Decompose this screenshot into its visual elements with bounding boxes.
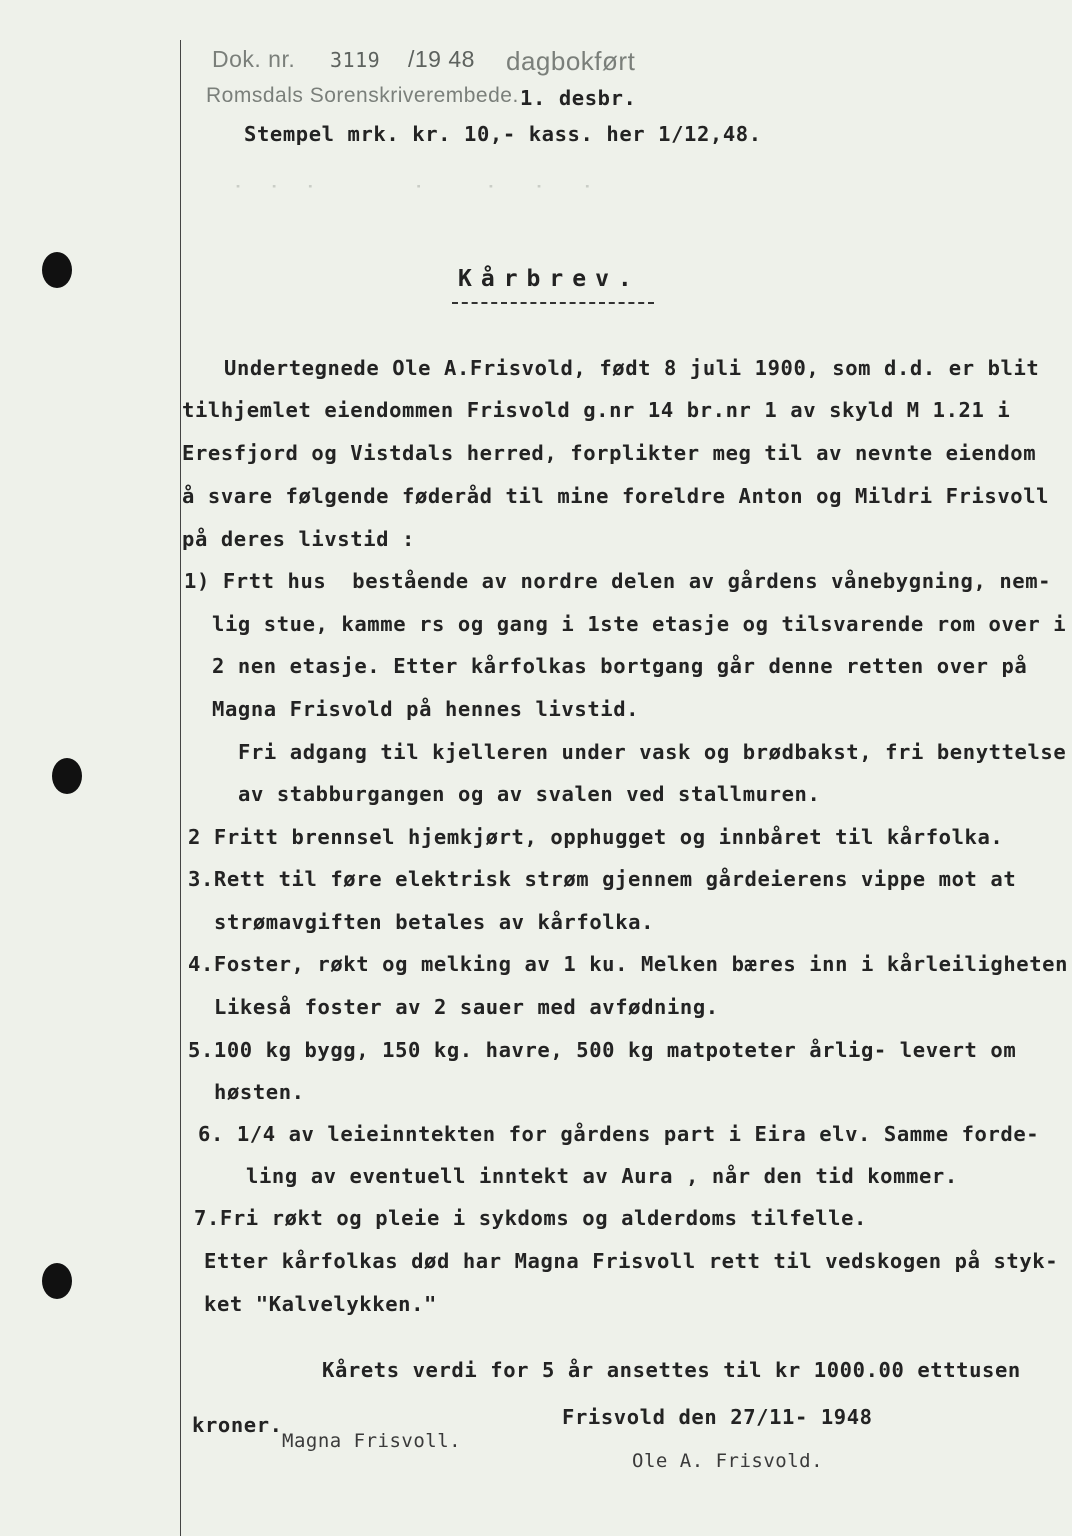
stamp-doc-label: Dok. nr. bbox=[212, 46, 296, 72]
signer-name: Ole A. Frisvold. bbox=[632, 1450, 824, 1472]
witness-signature: Magna Frisvoll. bbox=[282, 1430, 462, 1452]
body-line: høsten. bbox=[214, 1080, 305, 1104]
punch-hole bbox=[42, 1263, 72, 1299]
body-line: lig stue, kamme rs og gang i 1ste etasje og tilsvarende rom over i bbox=[212, 612, 1067, 636]
body-line: Etter kårfolkas død har Magna Frisvoll rett til vedskogen på styk- bbox=[204, 1249, 1059, 1273]
body-line: 5.100 kg bygg, 150 kg. havre, 500 kg matpoteter årlig- levert om bbox=[188, 1038, 1017, 1062]
body-line: Kårets verdi for 5 år ansettes til kr 1000.00 etttusen bbox=[322, 1358, 1021, 1382]
body-line: 2 Fritt brennsel hjemkjørt, opphugget og innbåret til kårfolka. bbox=[188, 825, 1004, 849]
body-line: 1) Frtt hus bestående av nordre delen av gårdens vånebygning, nem- bbox=[184, 569, 1052, 593]
body-line: Eresfjord og Vistdals herred, forplikter meg til av nevnte eiendom bbox=[182, 441, 1037, 465]
body-line: å svare følgende føderåd til mine foreldre Anton og Mildri Frisvoll bbox=[182, 484, 1050, 508]
body-line: på deres livstid : bbox=[182, 527, 415, 551]
body-line: kroner. bbox=[192, 1413, 283, 1437]
place-date: Frisvold den 27/11- 1948 bbox=[562, 1405, 873, 1429]
body-line: 6. 1/4 av leieinntekten for gårdens part i Eira elv. Samme forde- bbox=[198, 1122, 1040, 1146]
stamp-date: 1. desbr. bbox=[520, 86, 637, 110]
body-line: tilhjemlet eiendommen Frisvold g.nr 14 br.nr 1 av skyld M 1.21 i bbox=[182, 398, 1011, 422]
body-line: 4.Foster, røkt og melking av 1 ku. Melken bæres inn i kårleiligheten bbox=[188, 952, 1069, 976]
body-line: ling av eventuell inntekt av Aura , når den tid kommer. bbox=[246, 1164, 958, 1188]
body-line: Likeså foster av 2 sauer med avfødning. bbox=[214, 995, 719, 1019]
body-line: Fri adgang til kjelleren under vask og brødbakst, fri benyttelse bbox=[238, 740, 1067, 764]
stamp-dagbokfort: dagbokført bbox=[506, 46, 636, 76]
punch-hole bbox=[52, 758, 82, 794]
body-line: 7.Fri røkt og pleie i sykdoms og alderdoms tilfelle. bbox=[194, 1206, 867, 1230]
punch-hole bbox=[42, 252, 72, 288]
body-line: 2 nen etasje. Etter kårfolkas bortgang går denne retten over på bbox=[212, 654, 1028, 678]
stamp-office: Romsdals Sorenskriverembede. bbox=[206, 84, 519, 107]
document-title: Kårbrev. bbox=[458, 266, 641, 292]
body-line: av stabburgangen og av svalen ved stallmuren. bbox=[238, 782, 821, 806]
body-line: 3.Rett til føre elektrisk strøm gjennem gårdeierens vippe mot at bbox=[188, 867, 1017, 891]
body-line: Magna Frisvold på hennes livstid. bbox=[212, 697, 640, 721]
body-line: ket "Kalvelykken." bbox=[204, 1292, 437, 1316]
stamp-year: /19 48 bbox=[408, 46, 475, 72]
bleed-through: ˙ ˙ ˙ ˙ ˙ ˙ ˙ bbox=[232, 182, 594, 206]
left-margin-rule bbox=[180, 40, 181, 1536]
body-line: Undertegnede Ole A.Frisvold, født 8 juli 1900, som d.d. er blit bbox=[224, 356, 1040, 380]
stamp-fee-line: Stempel mrk. kr. 10,- kass. her 1/12,48. bbox=[244, 122, 762, 146]
title-underline bbox=[452, 302, 654, 304]
stamp-doc-number: 3119 bbox=[330, 48, 381, 72]
body-line: strømavgiften betales av kårfolka. bbox=[214, 910, 655, 934]
